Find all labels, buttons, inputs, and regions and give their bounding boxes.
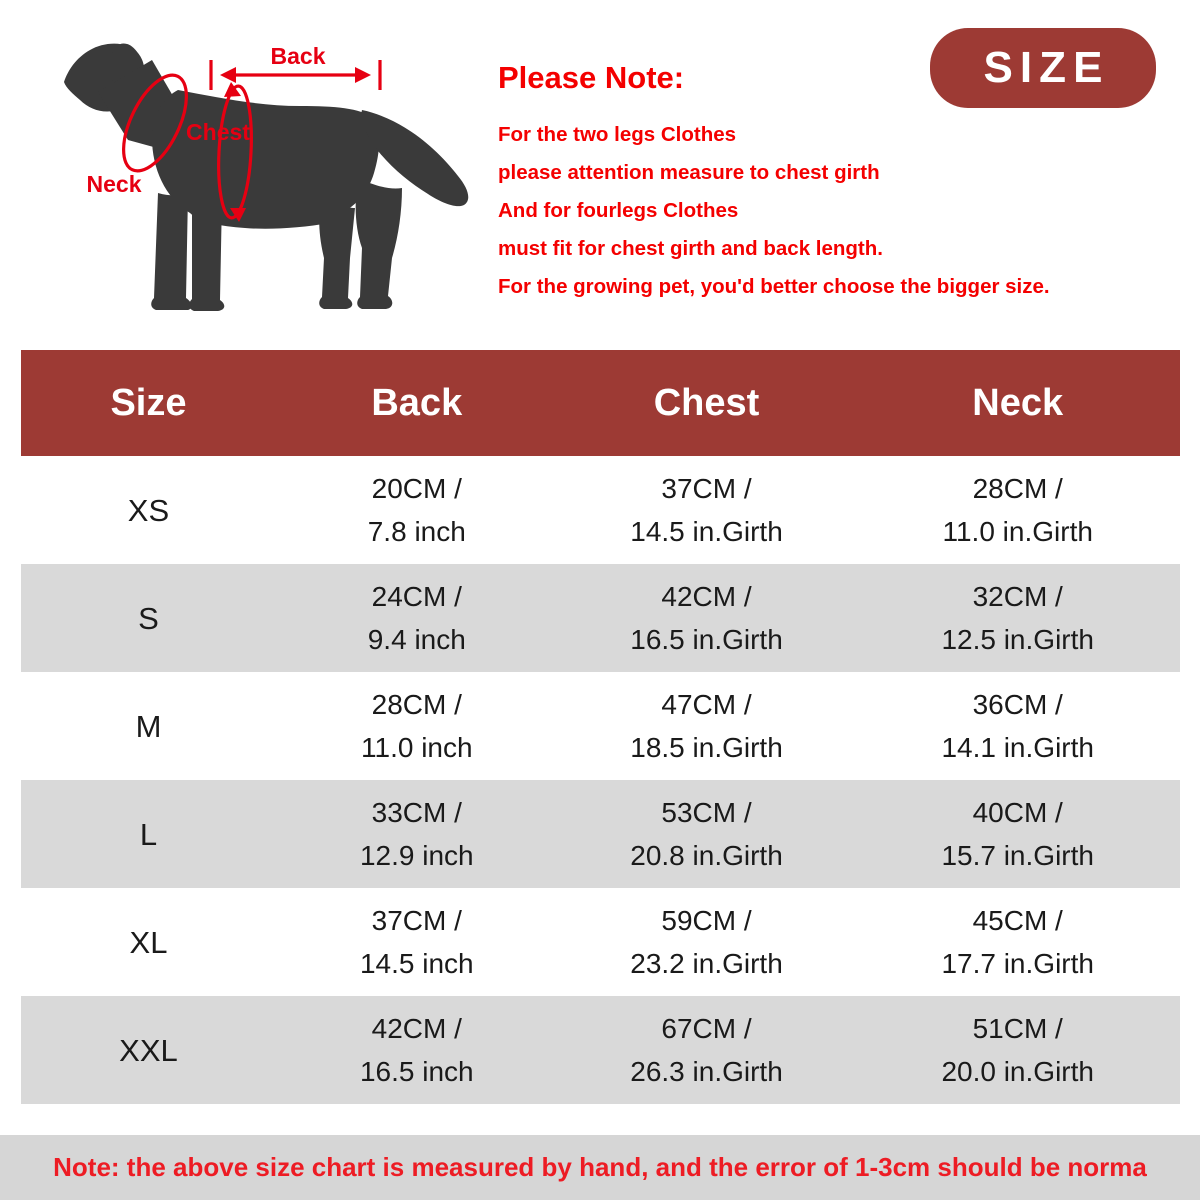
cell-text: 28CM / (972, 473, 1063, 504)
chest-cell (558, 780, 856, 888)
cell-text: 45CM / (972, 905, 1063, 936)
size-badge-label: SIZE (983, 43, 1110, 92)
cell-text: 12.9 inch (359, 840, 474, 871)
cell-text: 18.5 in.Girth (630, 732, 783, 763)
footer-note-text: Note: the above size chart is measured by hand, and the error of 1-3cm should be norma (53, 1152, 1147, 1182)
cell-text: XL (129, 924, 168, 960)
size-cell (21, 888, 276, 996)
cell-text: 9.4 inch (367, 624, 466, 655)
size-cell (21, 456, 276, 564)
header-size: Size (110, 381, 187, 424)
neck-cell (855, 672, 1180, 780)
cell-text: 23.2 in.Girth (630, 948, 783, 979)
cell-text: 42CM / (661, 581, 752, 612)
cell-text: 53CM / (661, 797, 752, 828)
cell-text: 16.5 in.Girth (630, 624, 783, 655)
neck-cell (855, 564, 1180, 672)
cell-text: XS (127, 492, 170, 528)
cell-text: S (138, 600, 159, 636)
size-cell (21, 672, 276, 780)
cell-text: 11.0 in.Girth (942, 516, 1093, 547)
note-heading: Please Note: (498, 60, 685, 95)
note-line: must fit for chest girth and back length. (498, 237, 883, 260)
cell-text: M (135, 708, 162, 744)
chest-cell (558, 456, 856, 564)
cell-text: 40CM / (972, 797, 1063, 828)
cell-text: 32CM / (972, 581, 1063, 612)
cell-text: 14.5 in.Girth (630, 516, 783, 547)
header-back: Back (371, 381, 463, 424)
cell-text: 47CM / (661, 689, 752, 720)
cell-text: 59CM / (661, 905, 752, 936)
back-cell (276, 564, 558, 672)
note-line: And for fourlegs Clothes (498, 199, 739, 222)
chest-label: Chest (186, 119, 250, 145)
cell-text: 7.8 inch (367, 516, 466, 547)
cell-text: 36CM / (972, 689, 1063, 720)
neck-label: Neck (86, 171, 142, 197)
cell-text: 26.3 in.Girth (630, 1056, 783, 1087)
footer-note-bar (0, 1135, 1200, 1200)
size-table-body (21, 456, 1180, 1104)
note-line: please attention measure to chest girth (498, 161, 880, 184)
neck-cell (855, 456, 1180, 564)
header-neck: Neck (972, 381, 1064, 424)
cell-text: 20CM / (371, 473, 462, 504)
size-cell (21, 780, 276, 888)
chest-cell (558, 564, 856, 672)
back-label: Back (270, 43, 326, 69)
cell-text: 33CM / (371, 797, 462, 828)
table-row (21, 456, 1180, 564)
neck-cell (855, 996, 1180, 1104)
table-header-row (21, 350, 1180, 456)
cell-text: 14.1 in.Girth (941, 732, 1094, 763)
cell-text: 42CM / (371, 1013, 462, 1044)
cell-text: 24CM / (371, 581, 462, 612)
cell-text: 20.8 in.Girth (630, 840, 783, 871)
back-cell (276, 888, 558, 996)
cell-text: XXL (119, 1032, 178, 1068)
cell-text: 14.5 inch (359, 948, 474, 979)
chest-cell (558, 888, 856, 996)
cell-text: 67CM / (661, 1013, 752, 1044)
size-cell (21, 564, 276, 672)
back-cell (276, 456, 558, 564)
note-line: For the growing pet, you'd better choose the bigger size. (498, 275, 1050, 298)
back-cell (276, 672, 558, 780)
table-row (21, 780, 1180, 888)
chest-cell (558, 672, 856, 780)
cell-text: 37CM / (371, 905, 462, 936)
table-row (21, 672, 1180, 780)
back-cell (276, 996, 558, 1104)
cell-text: 28CM / (371, 689, 462, 720)
cell-text: 16.5 inch (359, 1056, 474, 1087)
size-cell (21, 996, 276, 1104)
table-row (21, 564, 1180, 672)
table-row (21, 888, 1180, 996)
cell-text: 37CM / (661, 473, 752, 504)
cell-text: L (139, 816, 158, 852)
dog-measurement-diagram (40, 18, 490, 338)
table-row (21, 996, 1180, 1104)
neck-cell (855, 888, 1180, 996)
cell-text: 11.0 inch (361, 732, 473, 763)
cell-text: 51CM / (972, 1013, 1063, 1044)
cell-text: 15.7 in.Girth (941, 840, 1094, 871)
size-badge (930, 28, 1156, 108)
neck-cell (855, 780, 1180, 888)
cell-text: 17.7 in.Girth (941, 948, 1094, 979)
back-cell (276, 780, 558, 888)
cell-text: 12.5 in.Girth (941, 624, 1094, 655)
note-line: For the two legs Clothes (498, 123, 737, 146)
cell-text: 20.0 in.Girth (941, 1056, 1094, 1087)
chest-cell (558, 996, 856, 1104)
size-table (21, 350, 1180, 1104)
header-chest: Chest (653, 381, 760, 424)
